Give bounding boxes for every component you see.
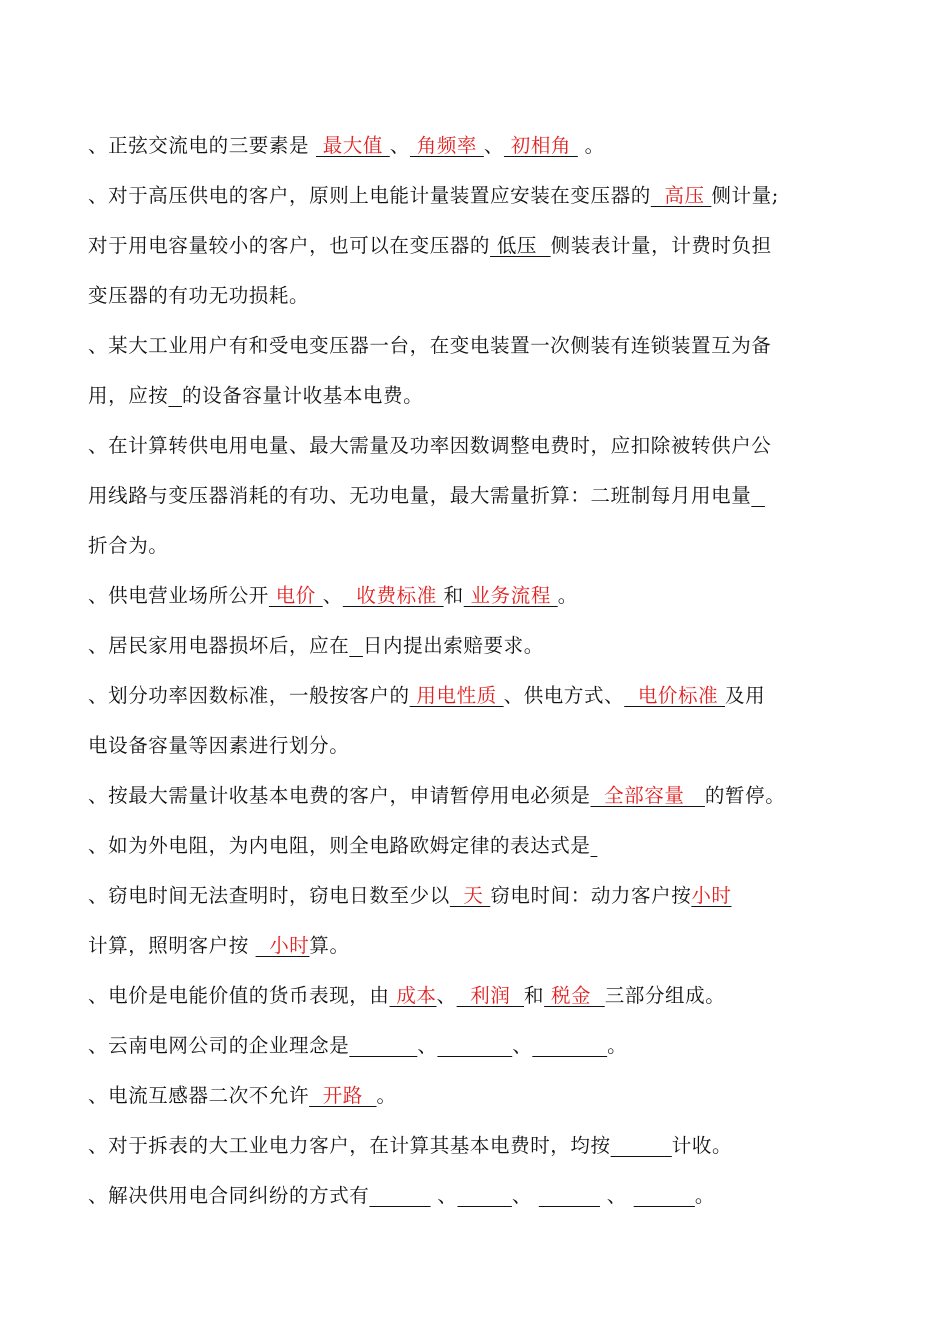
question-text: 、 [483, 134, 504, 157]
text-line [88, 874, 878, 924]
answer-text: 开路 [309, 1084, 377, 1107]
blank-field [437, 1034, 512, 1057]
answer-text: 利润 [456, 984, 525, 1007]
answer-text: 小时 [255, 934, 310, 957]
question-text: 、 [389, 134, 410, 157]
question-text: 计算，照明客户按 [88, 934, 256, 957]
text-line [88, 524, 878, 574]
text-line [88, 274, 878, 324]
question-text: 折合为。 [88, 534, 169, 557]
question-text: 的设备容量计收基本电费。 [182, 384, 424, 407]
answer-text: 初相角 [503, 134, 578, 157]
question-text: 、居民家用电器损坏后，应在 [88, 634, 350, 657]
question-text: 、如为外电阻，为内电阻，则全电路欧姆定律的表达式是 [88, 834, 591, 857]
question-text: 和 [524, 984, 545, 1007]
question-text: 用，应按 [88, 384, 169, 407]
text-line [88, 924, 878, 974]
blank-field [369, 1184, 430, 1207]
question-text: 。 [607, 1034, 628, 1057]
question-text: 、供电方式、 [503, 684, 625, 707]
question-text: 、窃电时间无法查明时，窃电日数至少以 [88, 884, 450, 907]
question-text: 、划分功率因数标准，一般按客户的 [88, 684, 410, 707]
blank-field: 低压 [490, 234, 551, 257]
blank-field [349, 634, 363, 657]
text-line [88, 824, 878, 874]
question-text: 及用 [725, 684, 766, 707]
question-text: 、 [512, 1034, 533, 1057]
question-text: 计收。 [671, 1134, 733, 1157]
question-text: 、 [430, 1184, 458, 1207]
question-text: 、 [511, 1184, 539, 1207]
question-text: 、某大工业用户有和受电变压器一台，在变电装置一次侧装有连锁装置互为备 [88, 334, 772, 357]
answer-text: 高压 [650, 184, 712, 207]
blank-field [591, 834, 598, 857]
question-text: 三部分组成。 [604, 984, 726, 1007]
question-text: 侧装表计量，计费时负担 [550, 234, 772, 257]
question-text: 的暂停。 [704, 784, 786, 807]
blank-field [458, 1184, 512, 1207]
question-text: 侧计量; [711, 184, 779, 207]
text-line [88, 1024, 878, 1074]
blank-field [634, 1184, 695, 1207]
question-text: 窃电时间：动力客户按 [490, 884, 692, 907]
answer-text: 用电性质 [409, 684, 504, 707]
question-text: 算。 [309, 934, 350, 957]
answer-text: 收费标准 [342, 584, 444, 607]
question-text: 。 [557, 584, 578, 607]
text-line [88, 424, 878, 474]
text-line [88, 724, 878, 774]
text-line [88, 774, 878, 824]
question-text: 。 [577, 134, 605, 157]
question-text: 、电流互感器二次不允许 [88, 1084, 310, 1107]
answer-text: 电价标准 [624, 684, 726, 707]
text-line [88, 1174, 878, 1224]
blank-field [168, 384, 182, 407]
blank-field [532, 1034, 607, 1057]
answer-text: 小时 [691, 884, 732, 907]
answer-text: 税金 [544, 984, 605, 1007]
question-text: 、对于高压供电的客户，原则上电能计量装置应安装在变压器的 [88, 184, 651, 207]
document-body [88, 124, 878, 1224]
question-text: 、在计算转供电用电量、最大需量及功率因数调整电费时，应扣除被转供户公 [88, 434, 772, 457]
answer-text: 最大值 [315, 134, 390, 157]
question-text: 。 [376, 1084, 397, 1107]
blank-field [539, 1184, 600, 1207]
question-text: 电设备容量等因素进行划分。 [88, 734, 350, 757]
text-line [88, 1074, 878, 1124]
blank-field [751, 484, 765, 507]
text-line [88, 124, 878, 174]
question-text: 日内提出索赔要求。 [362, 634, 544, 657]
text-line [88, 574, 878, 624]
text-line [88, 224, 878, 274]
text-line [88, 1124, 878, 1174]
question-text: 变压器的有功无功损耗。 [88, 284, 310, 307]
blank-field [611, 1134, 672, 1157]
question-text: 、电价是电能价值的货币表现，由 [88, 984, 390, 1007]
question-text: 和 [443, 584, 464, 607]
question-text: 、 [599, 1184, 634, 1207]
text-line [88, 974, 878, 1024]
text-line [88, 624, 878, 674]
question-text: 、解决供用电合同纠纷的方式有 [88, 1184, 370, 1207]
text-line [88, 374, 878, 424]
blank-field [349, 1034, 417, 1057]
question-text: 对于用电容量较小的客户，也可以在变压器的 [88, 234, 491, 257]
text-line [88, 174, 878, 224]
answer-text: 全部容量 [590, 784, 705, 807]
text-line [88, 324, 878, 374]
question-text: 、云南电网公司的企业理念是 [88, 1034, 350, 1057]
question-text: 、正弦交流电的三要素是 [88, 134, 316, 157]
question-text: 用线路与变压器消耗的有功、无功电量，最大需量折算：二班制每月用电量 [88, 484, 752, 507]
question-text: 。 [694, 1184, 715, 1207]
answer-text: 角频率 [409, 134, 484, 157]
question-text: 、按最大需量计收基本电费的客户，申请暂停用电必须是 [88, 784, 591, 807]
answer-text: 天 [449, 884, 491, 907]
text-line [88, 674, 878, 724]
text-line [88, 474, 878, 524]
answer-text: 电价 [268, 584, 323, 607]
question-text: 、 [436, 984, 457, 1007]
question-text: 、供电营业场所公开 [88, 584, 269, 607]
answer-text: 成本 [389, 984, 437, 1007]
question-text: 、 [322, 584, 343, 607]
question-text: 、 [417, 1034, 438, 1057]
question-text: 、对于拆表的大工业电力客户，在计算其基本电费时，均按 [88, 1134, 611, 1157]
answer-text: 业务流程 [463, 584, 558, 607]
